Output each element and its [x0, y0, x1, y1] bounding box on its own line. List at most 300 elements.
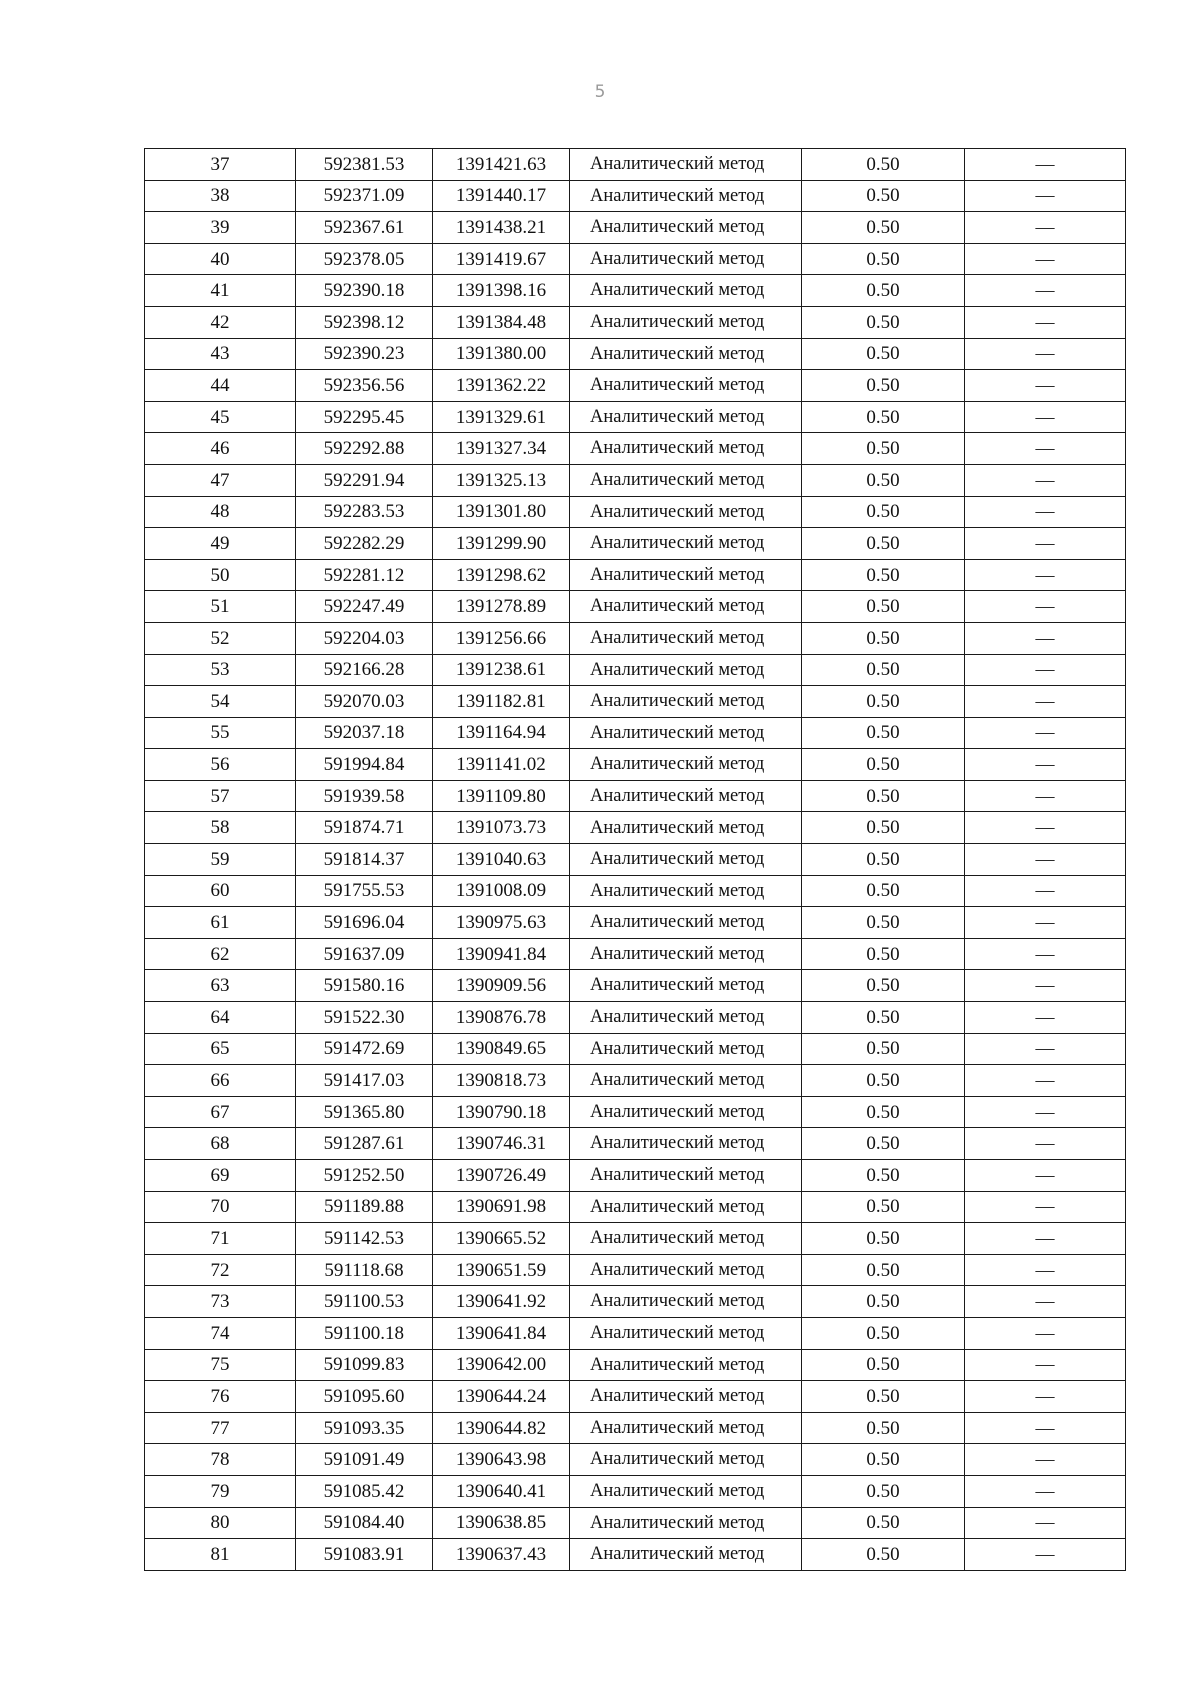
- table-row: [145, 907, 1126, 939]
- coordinate-x-cell: 592166.28: [296, 654, 433, 686]
- coordinate-x-cell: 591095.60: [296, 1381, 433, 1413]
- note-cell: —: [965, 938, 1126, 970]
- accuracy-cell: 0.50: [802, 180, 965, 212]
- accuracy-cell: 0.50: [802, 1507, 965, 1539]
- accuracy-cell: 0.50: [802, 970, 965, 1002]
- coordinate-y-cell: 1391380.00: [433, 338, 570, 370]
- method-cell: Аналитический метод: [570, 1033, 802, 1065]
- note-cell: —: [965, 1065, 1126, 1097]
- method-cell: Аналитический метод: [570, 749, 802, 781]
- method-cell: Аналитический метод: [570, 1317, 802, 1349]
- method-cell: Аналитический метод: [570, 1254, 802, 1286]
- method-cell: Аналитический метод: [570, 496, 802, 528]
- coordinates-table-body: [145, 149, 1126, 1571]
- coordinate-y-cell: 1391325.13: [433, 464, 570, 496]
- accuracy-cell: 0.50: [802, 496, 965, 528]
- coordinate-y-cell: 1391238.61: [433, 654, 570, 686]
- accuracy-cell: 0.50: [802, 1160, 965, 1192]
- method-cell: Аналитический метод: [570, 812, 802, 844]
- point-number-cell: 39: [145, 212, 296, 244]
- accuracy-cell: 0.50: [802, 306, 965, 338]
- note-cell: —: [965, 212, 1126, 244]
- table-row: [145, 654, 1126, 686]
- point-number-cell: 50: [145, 559, 296, 591]
- point-number-cell: 77: [145, 1412, 296, 1444]
- coordinate-x-cell: 592356.56: [296, 370, 433, 402]
- note-cell: —: [965, 370, 1126, 402]
- point-number-cell: 67: [145, 1096, 296, 1128]
- coordinate-x-cell: 591417.03: [296, 1065, 433, 1097]
- table-row: [145, 243, 1126, 275]
- note-cell: —: [965, 749, 1126, 781]
- accuracy-cell: 0.50: [802, 1286, 965, 1318]
- method-cell: Аналитический метод: [570, 591, 802, 623]
- coordinate-x-cell: 591252.50: [296, 1160, 433, 1192]
- page-number: 5: [594, 82, 606, 102]
- accuracy-cell: 0.50: [802, 275, 965, 307]
- accuracy-cell: 0.50: [802, 149, 965, 181]
- point-number-cell: 66: [145, 1065, 296, 1097]
- accuracy-cell: 0.50: [802, 1412, 965, 1444]
- table-row: [145, 717, 1126, 749]
- note-cell: —: [965, 1444, 1126, 1476]
- coordinate-x-cell: 591939.58: [296, 780, 433, 812]
- coordinate-x-cell: 592282.29: [296, 528, 433, 560]
- note-cell: —: [965, 875, 1126, 907]
- point-number-cell: 68: [145, 1128, 296, 1160]
- table-row: [145, 1065, 1126, 1097]
- method-cell: Аналитический метод: [570, 1160, 802, 1192]
- coordinate-y-cell: 1391421.63: [433, 149, 570, 181]
- note-cell: —: [965, 243, 1126, 275]
- note-cell: —: [965, 654, 1126, 686]
- coordinate-y-cell: 1390644.24: [433, 1381, 570, 1413]
- coordinate-x-cell: 591696.04: [296, 907, 433, 939]
- coordinate-x-cell: 591083.91: [296, 1539, 433, 1571]
- coordinate-y-cell: 1390849.65: [433, 1033, 570, 1065]
- point-number-cell: 56: [145, 749, 296, 781]
- coordinate-x-cell: 591084.40: [296, 1507, 433, 1539]
- coordinate-x-cell: 592367.61: [296, 212, 433, 244]
- accuracy-cell: 0.50: [802, 433, 965, 465]
- coordinate-y-cell: 1391040.63: [433, 844, 570, 876]
- note-cell: —: [965, 338, 1126, 370]
- accuracy-cell: 0.50: [802, 1539, 965, 1571]
- point-number-cell: 70: [145, 1191, 296, 1223]
- table-row: [145, 938, 1126, 970]
- note-cell: —: [965, 1128, 1126, 1160]
- accuracy-cell: 0.50: [802, 780, 965, 812]
- coordinate-y-cell: 1390641.84: [433, 1317, 570, 1349]
- point-number-cell: 62: [145, 938, 296, 970]
- accuracy-cell: 0.50: [802, 559, 965, 591]
- coordinate-y-cell: 1391419.67: [433, 243, 570, 275]
- coordinate-y-cell: 1390642.00: [433, 1349, 570, 1381]
- method-cell: Аналитический метод: [570, 1475, 802, 1507]
- table-row: [145, 875, 1126, 907]
- note-cell: —: [965, 1317, 1126, 1349]
- coordinate-x-cell: 592381.53: [296, 149, 433, 181]
- coordinate-y-cell: 1391256.66: [433, 622, 570, 654]
- coordinate-y-cell: 1390746.31: [433, 1128, 570, 1160]
- coordinate-x-cell: 592037.18: [296, 717, 433, 749]
- note-cell: —: [965, 812, 1126, 844]
- note-cell: —: [965, 433, 1126, 465]
- method-cell: Аналитический метод: [570, 1128, 802, 1160]
- accuracy-cell: 0.50: [802, 686, 965, 718]
- coordinate-x-cell: 591522.30: [296, 1002, 433, 1034]
- table-row: [145, 1286, 1126, 1318]
- coordinate-x-cell: 591814.37: [296, 844, 433, 876]
- point-number-cell: 57: [145, 780, 296, 812]
- coordinate-x-cell: 592390.23: [296, 338, 433, 370]
- accuracy-cell: 0.50: [802, 338, 965, 370]
- table-row: [145, 528, 1126, 560]
- table-row: [145, 1381, 1126, 1413]
- accuracy-cell: 0.50: [802, 812, 965, 844]
- method-cell: Аналитический метод: [570, 844, 802, 876]
- note-cell: —: [965, 1286, 1126, 1318]
- method-cell: Аналитический метод: [570, 338, 802, 370]
- note-cell: —: [965, 559, 1126, 591]
- table-row: [145, 970, 1126, 1002]
- method-cell: Аналитический метод: [570, 433, 802, 465]
- table-row: [145, 212, 1126, 244]
- coordinate-x-cell: 591994.84: [296, 749, 433, 781]
- table-row: [145, 1254, 1126, 1286]
- table-row: [145, 1317, 1126, 1349]
- point-number-cell: 80: [145, 1507, 296, 1539]
- table-row: [145, 401, 1126, 433]
- table-row: [145, 1539, 1126, 1571]
- note-cell: —: [965, 149, 1126, 181]
- note-cell: —: [965, 275, 1126, 307]
- coordinate-x-cell: 592371.09: [296, 180, 433, 212]
- coordinate-x-cell: 591580.16: [296, 970, 433, 1002]
- coordinate-y-cell: 1391384.48: [433, 306, 570, 338]
- point-number-cell: 79: [145, 1475, 296, 1507]
- accuracy-cell: 0.50: [802, 1096, 965, 1128]
- accuracy-cell: 0.50: [802, 1002, 965, 1034]
- coordinate-x-cell: 591100.53: [296, 1286, 433, 1318]
- note-cell: —: [965, 622, 1126, 654]
- method-cell: Аналитический метод: [570, 1539, 802, 1571]
- coordinate-x-cell: 591755.53: [296, 875, 433, 907]
- note-cell: —: [965, 1412, 1126, 1444]
- coordinate-y-cell: 1391301.80: [433, 496, 570, 528]
- note-cell: —: [965, 1002, 1126, 1034]
- table-row: [145, 1507, 1126, 1539]
- coordinate-y-cell: 1391109.80: [433, 780, 570, 812]
- point-number-cell: 48: [145, 496, 296, 528]
- note-cell: —: [965, 1223, 1126, 1255]
- table-row: [145, 180, 1126, 212]
- coordinate-x-cell: 592291.94: [296, 464, 433, 496]
- coordinate-x-cell: 591091.49: [296, 1444, 433, 1476]
- method-cell: Аналитический метод: [570, 1349, 802, 1381]
- point-number-cell: 44: [145, 370, 296, 402]
- accuracy-cell: 0.50: [802, 844, 965, 876]
- accuracy-cell: 0.50: [802, 1128, 965, 1160]
- note-cell: —: [965, 464, 1126, 496]
- table-row: [145, 1223, 1126, 1255]
- point-number-cell: 73: [145, 1286, 296, 1318]
- method-cell: Аналитический метод: [570, 1065, 802, 1097]
- method-cell: Аналитический метод: [570, 464, 802, 496]
- coordinate-x-cell: 592295.45: [296, 401, 433, 433]
- accuracy-cell: 0.50: [802, 1254, 965, 1286]
- note-cell: —: [965, 401, 1126, 433]
- coordinate-y-cell: 1390909.56: [433, 970, 570, 1002]
- accuracy-cell: 0.50: [802, 528, 965, 560]
- coordinate-y-cell: 1390691.98: [433, 1191, 570, 1223]
- point-number-cell: 74: [145, 1317, 296, 1349]
- point-number-cell: 60: [145, 875, 296, 907]
- coordinate-x-cell: 592398.12: [296, 306, 433, 338]
- table-row: [145, 622, 1126, 654]
- table-row: [145, 1191, 1126, 1223]
- accuracy-cell: 0.50: [802, 1317, 965, 1349]
- coordinate-x-cell: 592281.12: [296, 559, 433, 591]
- coordinate-y-cell: 1391329.61: [433, 401, 570, 433]
- coordinate-x-cell: 591118.68: [296, 1254, 433, 1286]
- coordinate-y-cell: 1391362.22: [433, 370, 570, 402]
- coordinate-y-cell: 1390640.41: [433, 1475, 570, 1507]
- coordinate-y-cell: 1390790.18: [433, 1096, 570, 1128]
- method-cell: Аналитический метод: [570, 1507, 802, 1539]
- coordinate-y-cell: 1391398.16: [433, 275, 570, 307]
- note-cell: —: [965, 1160, 1126, 1192]
- method-cell: Аналитический метод: [570, 938, 802, 970]
- method-cell: Аналитический метод: [570, 654, 802, 686]
- table-row: [145, 370, 1126, 402]
- coordinate-x-cell: 591142.53: [296, 1223, 433, 1255]
- coordinate-x-cell: 591085.42: [296, 1475, 433, 1507]
- point-number-cell: 53: [145, 654, 296, 686]
- method-cell: Аналитический метод: [570, 306, 802, 338]
- point-number-cell: 47: [145, 464, 296, 496]
- coordinate-y-cell: 1391299.90: [433, 528, 570, 560]
- accuracy-cell: 0.50: [802, 464, 965, 496]
- coordinate-x-cell: 592070.03: [296, 686, 433, 718]
- table-row: [145, 1033, 1126, 1065]
- point-number-cell: 43: [145, 338, 296, 370]
- coordinate-y-cell: 1390638.85: [433, 1507, 570, 1539]
- accuracy-cell: 0.50: [802, 622, 965, 654]
- coordinate-y-cell: 1390726.49: [433, 1160, 570, 1192]
- point-number-cell: 76: [145, 1381, 296, 1413]
- method-cell: Аналитический метод: [570, 1096, 802, 1128]
- coordinate-x-cell: 592247.49: [296, 591, 433, 623]
- method-cell: Аналитический метод: [570, 180, 802, 212]
- method-cell: Аналитический метод: [570, 243, 802, 275]
- accuracy-cell: 0.50: [802, 907, 965, 939]
- note-cell: —: [965, 1349, 1126, 1381]
- table-row: [145, 812, 1126, 844]
- point-number-cell: 72: [145, 1254, 296, 1286]
- table-row: [145, 749, 1126, 781]
- table-row: [145, 686, 1126, 718]
- note-cell: —: [965, 528, 1126, 560]
- method-cell: Аналитический метод: [570, 686, 802, 718]
- coordinate-y-cell: 1391440.17: [433, 180, 570, 212]
- point-number-cell: 49: [145, 528, 296, 560]
- table-row: [145, 464, 1126, 496]
- coordinate-x-cell: 591100.18: [296, 1317, 433, 1349]
- note-cell: —: [965, 180, 1126, 212]
- method-cell: Аналитический метод: [570, 622, 802, 654]
- method-cell: Аналитический метод: [570, 1002, 802, 1034]
- table-row: [145, 1475, 1126, 1507]
- point-number-cell: 59: [145, 844, 296, 876]
- coordinate-y-cell: 1390975.63: [433, 907, 570, 939]
- point-number-cell: 46: [145, 433, 296, 465]
- accuracy-cell: 0.50: [802, 1223, 965, 1255]
- accuracy-cell: 0.50: [802, 654, 965, 686]
- point-number-cell: 37: [145, 149, 296, 181]
- table-row: [145, 1349, 1126, 1381]
- point-number-cell: 38: [145, 180, 296, 212]
- table-row: [145, 1160, 1126, 1192]
- coordinate-x-cell: 592283.53: [296, 496, 433, 528]
- note-cell: —: [965, 844, 1126, 876]
- coordinates-table: [144, 148, 1126, 1571]
- accuracy-cell: 0.50: [802, 749, 965, 781]
- table-row: [145, 591, 1126, 623]
- coordinate-y-cell: 1391278.89: [433, 591, 570, 623]
- note-cell: —: [965, 1381, 1126, 1413]
- coordinate-y-cell: 1390641.92: [433, 1286, 570, 1318]
- point-number-cell: 55: [145, 717, 296, 749]
- point-number-cell: 42: [145, 306, 296, 338]
- accuracy-cell: 0.50: [802, 591, 965, 623]
- table-row: [145, 559, 1126, 591]
- accuracy-cell: 0.50: [802, 212, 965, 244]
- coordinate-x-cell: 592204.03: [296, 622, 433, 654]
- point-number-cell: 45: [145, 401, 296, 433]
- coordinate-x-cell: 592292.88: [296, 433, 433, 465]
- point-number-cell: 40: [145, 243, 296, 275]
- point-number-cell: 51: [145, 591, 296, 623]
- point-number-cell: 81: [145, 1539, 296, 1571]
- note-cell: —: [965, 907, 1126, 939]
- coordinate-x-cell: 591637.09: [296, 938, 433, 970]
- accuracy-cell: 0.50: [802, 243, 965, 275]
- coordinate-y-cell: 1390637.43: [433, 1539, 570, 1571]
- accuracy-cell: 0.50: [802, 717, 965, 749]
- coordinate-y-cell: 1391298.62: [433, 559, 570, 591]
- accuracy-cell: 0.50: [802, 1349, 965, 1381]
- accuracy-cell: 0.50: [802, 1033, 965, 1065]
- coordinate-y-cell: 1390876.78: [433, 1002, 570, 1034]
- method-cell: Аналитический метод: [570, 1381, 802, 1413]
- coordinate-x-cell: 592378.05: [296, 243, 433, 275]
- table-row: [145, 275, 1126, 307]
- coordinate-x-cell: 591287.61: [296, 1128, 433, 1160]
- method-cell: Аналитический метод: [570, 717, 802, 749]
- method-cell: Аналитический метод: [570, 907, 802, 939]
- point-number-cell: 64: [145, 1002, 296, 1034]
- method-cell: Аналитический метод: [570, 1444, 802, 1476]
- note-cell: —: [965, 970, 1126, 1002]
- coordinate-y-cell: 1391008.09: [433, 875, 570, 907]
- point-number-cell: 78: [145, 1444, 296, 1476]
- point-number-cell: 54: [145, 686, 296, 718]
- coordinate-y-cell: 1391327.34: [433, 433, 570, 465]
- coordinate-y-cell: 1391182.81: [433, 686, 570, 718]
- point-number-cell: 69: [145, 1160, 296, 1192]
- method-cell: Аналитический метод: [570, 875, 802, 907]
- coordinate-y-cell: 1390665.52: [433, 1223, 570, 1255]
- coordinate-y-cell: 1390651.59: [433, 1254, 570, 1286]
- table-row: [145, 149, 1126, 181]
- coordinate-y-cell: 1391073.73: [433, 812, 570, 844]
- point-number-cell: 52: [145, 622, 296, 654]
- accuracy-cell: 0.50: [802, 1444, 965, 1476]
- table-row: [145, 433, 1126, 465]
- note-cell: —: [965, 717, 1126, 749]
- coordinate-y-cell: 1390644.82: [433, 1412, 570, 1444]
- note-cell: —: [965, 306, 1126, 338]
- point-number-cell: 63: [145, 970, 296, 1002]
- accuracy-cell: 0.50: [802, 1475, 965, 1507]
- accuracy-cell: 0.50: [802, 1191, 965, 1223]
- note-cell: —: [965, 1254, 1126, 1286]
- table-row: [145, 1096, 1126, 1128]
- accuracy-cell: 0.50: [802, 875, 965, 907]
- coordinate-x-cell: 591189.88: [296, 1191, 433, 1223]
- coordinate-x-cell: 592390.18: [296, 275, 433, 307]
- accuracy-cell: 0.50: [802, 1065, 965, 1097]
- point-number-cell: 71: [145, 1223, 296, 1255]
- method-cell: Аналитический метод: [570, 1191, 802, 1223]
- coordinate-y-cell: 1391164.94: [433, 717, 570, 749]
- table-row: [145, 1444, 1126, 1476]
- coordinate-x-cell: 591365.80: [296, 1096, 433, 1128]
- note-cell: —: [965, 1475, 1126, 1507]
- method-cell: Аналитический метод: [570, 149, 802, 181]
- method-cell: Аналитический метод: [570, 370, 802, 402]
- note-cell: —: [965, 1507, 1126, 1539]
- method-cell: Аналитический метод: [570, 1286, 802, 1318]
- coordinate-y-cell: 1390818.73: [433, 1065, 570, 1097]
- note-cell: —: [965, 1191, 1126, 1223]
- coordinate-x-cell: 591472.69: [296, 1033, 433, 1065]
- coordinate-y-cell: 1390643.98: [433, 1444, 570, 1476]
- accuracy-cell: 0.50: [802, 370, 965, 402]
- coordinate-x-cell: 591874.71: [296, 812, 433, 844]
- coordinate-y-cell: 1391141.02: [433, 749, 570, 781]
- method-cell: Аналитический метод: [570, 780, 802, 812]
- accuracy-cell: 0.50: [802, 938, 965, 970]
- point-number-cell: 65: [145, 1033, 296, 1065]
- note-cell: —: [965, 780, 1126, 812]
- point-number-cell: 75: [145, 1349, 296, 1381]
- table-row: [145, 1128, 1126, 1160]
- coordinate-x-cell: 591099.83: [296, 1349, 433, 1381]
- table-row: [145, 844, 1126, 876]
- table-row: [145, 780, 1126, 812]
- accuracy-cell: 0.50: [802, 401, 965, 433]
- note-cell: —: [965, 591, 1126, 623]
- table-row: [145, 1412, 1126, 1444]
- coordinate-y-cell: 1390941.84: [433, 938, 570, 970]
- coordinate-x-cell: 591093.35: [296, 1412, 433, 1444]
- point-number-cell: 58: [145, 812, 296, 844]
- method-cell: Аналитический метод: [570, 528, 802, 560]
- method-cell: Аналитический метод: [570, 1223, 802, 1255]
- note-cell: —: [965, 1539, 1126, 1571]
